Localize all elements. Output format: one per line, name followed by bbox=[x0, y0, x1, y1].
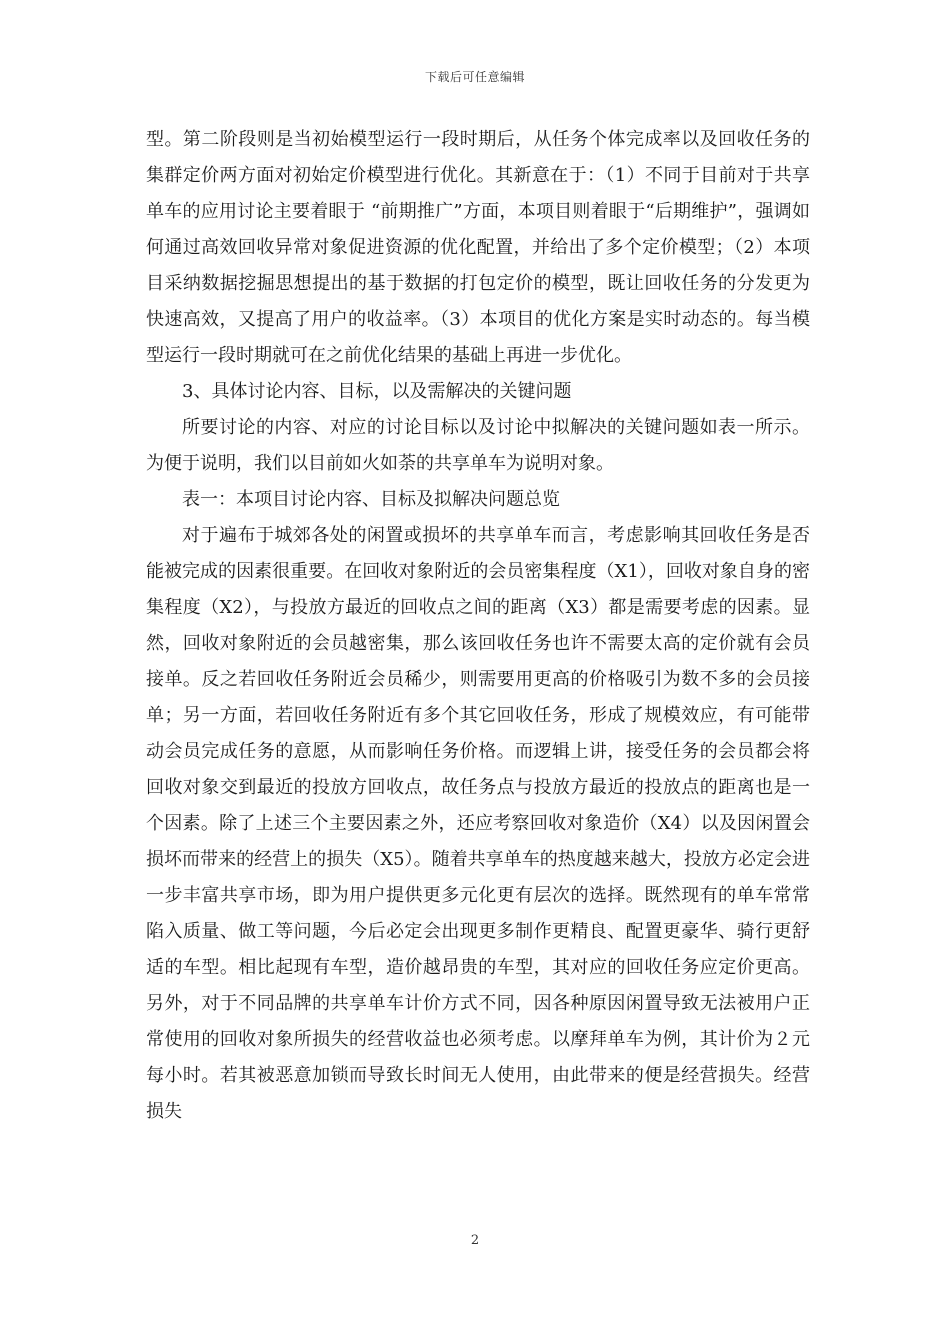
paragraph-factors: 对于遍布于城郊各处的闲置或损坏的共享单车而言，考虑影响其回收任务是否能被完成的因素很重要。在回收对象附近的会员密集程度（X1），回收对象自身的密集程度（X2），与投放方最近的回收点之间的距离（X3）都是需要考虑的因素。显然，回收对象附近的会员越密集，那么该回收任务也许不需要太高的定价就有会员接单。反之若回收任务附近会员稀少，则需要用更高的价格吸引为数不多的会员接单；另一方面，若回收任务附近有多个其它回收任务，形成了规模效应，有可能带动会员完成任务的意愿，从而影响任务价格。而逻辑上讲，接受任务的会员都会将回收对象交到最近的投放方回收点，故任务点与投放方最近的投放点的距离也是一个因素。除了上述三个主要因素之外，还应考察回收对象造价（X4）以及因闲置会损坏而带来的经营上的损失（X5）。随着共享单车的热度越来越大，投放方必定会进一步丰富共享市场，即为用户提供更多元化更有层次的选择。既然现有的单车常常陷入质量、做工等问题，今后必定会出现更多制作更精良、配置更豪华、骑行更舒适的车型。相比起现有车型，造价越昂贵的车型，其对应的回收任务应定价更高。另外，对于不同品牌的共享单车计价方式不同，因各种原因闲置导致无法被用户正常使用的回收对象所损失的经营收益也必须考虑。以摩拜单车为例，其计价为２元每小时。若其被恶意加锁而导致长时间无人使用，由此带来的便是经营损失。经营损失 bbox=[146, 525, 810, 1122]
section-heading: 3、具体讨论内容、目标，以及需解决的关键问题 bbox=[182, 381, 572, 402]
page-number: 2 bbox=[470, 1233, 480, 1248]
page-header: 下载后可任意编辑 bbox=[424, 70, 525, 84]
document-body bbox=[146, 122, 810, 1130]
paragraph-intro: 所要讨论的内容、对应的讨论目标以及讨论中拟解决的关键问题如表一所示。为便于说明，我们以目前如火如荼的共享单车为说明对象。 bbox=[146, 417, 810, 474]
paragraph-continuation: 型。第二阶段则是当初始模型运行一段时期后，从任务个体完成率以及回收任务的集群定价两方面对初始定价模型进行优化。其新意在于：（1）不同于目前对于共享单车的应用讨论主要着眼于 “前期推广”方面，本项目则着眼于“后期维护”，强调如何通过高效回收异常对象促进资源的优化配置，并给出了多个定价模型；（2）本项目采纳数据挖掘思想提出的基于数据的打包定价的模型，既让回收任务的分发更为快速高效，又提高了用户的收益率。（3）本项目的优化方案是实时动态的。每当模型运行一段时期就可在之前优化结果的基础上再进一步优化。 bbox=[146, 129, 810, 366]
table-caption: 表一：本项目讨论内容、目标及拟解决问题总览 bbox=[182, 489, 560, 510]
